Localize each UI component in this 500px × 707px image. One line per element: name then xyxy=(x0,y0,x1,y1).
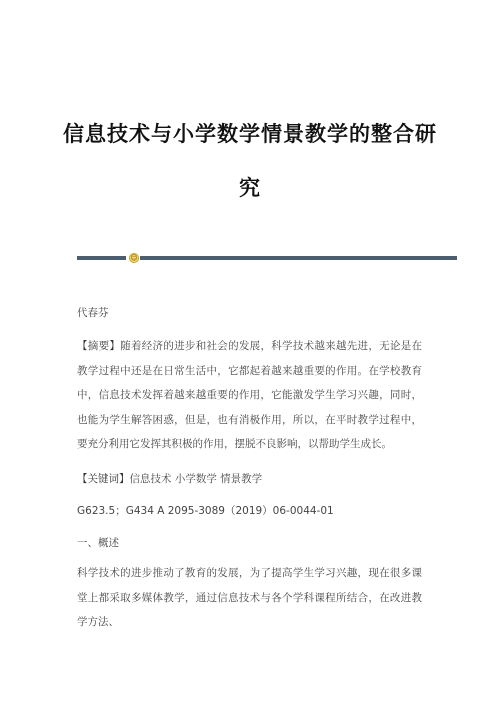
keywords xyxy=(77,467,422,492)
body-paragraph: 科学技术的进步推动了教育的发展，为了提高学生学习兴趣，现在很多课堂上都采取多媒体教学，通过信息技术与各个学科课程所结合，在改进教学方法、 xyxy=(77,567,422,628)
smiley-badge-icon: ☺ xyxy=(130,254,138,262)
classification-code: G623.5；G434 A 2095-3089（2019）06-0044-01 xyxy=(77,505,334,517)
document-title-line-1: 信息技术与小学数学情景教学的整合研 xyxy=(63,122,437,146)
author-name: 代春芬 xyxy=(77,307,109,319)
abstract-text: 随着经济的进步和社会的发展，科学技术越来越先进，无论是在教学过程中还是在日常生活中，它都起着越来越重要的作用。在学校教育中，信息技术发挥着越来越重要的作用，它能激发学生学习兴趣，同时，也能为学生解答困惑，但是，也有消极作用，所以，在平时教学过程中，要充分利用它发挥其积极的作用，摆脱不良影响，以帮助学生成长。 xyxy=(77,340,423,450)
abstract xyxy=(77,334,422,457)
document-title-line-2: 究 xyxy=(239,176,261,200)
keywords-text: 信息技术 小学数学 情景教学 xyxy=(129,473,263,485)
abstract-label: 【摘要】 xyxy=(77,340,121,352)
keywords-label: 【关键词】 xyxy=(77,473,130,485)
title-divider xyxy=(77,256,457,260)
section-heading: 一、概述 xyxy=(77,537,119,549)
divider-right-bar xyxy=(140,256,457,260)
divider-left-bar xyxy=(77,256,126,260)
